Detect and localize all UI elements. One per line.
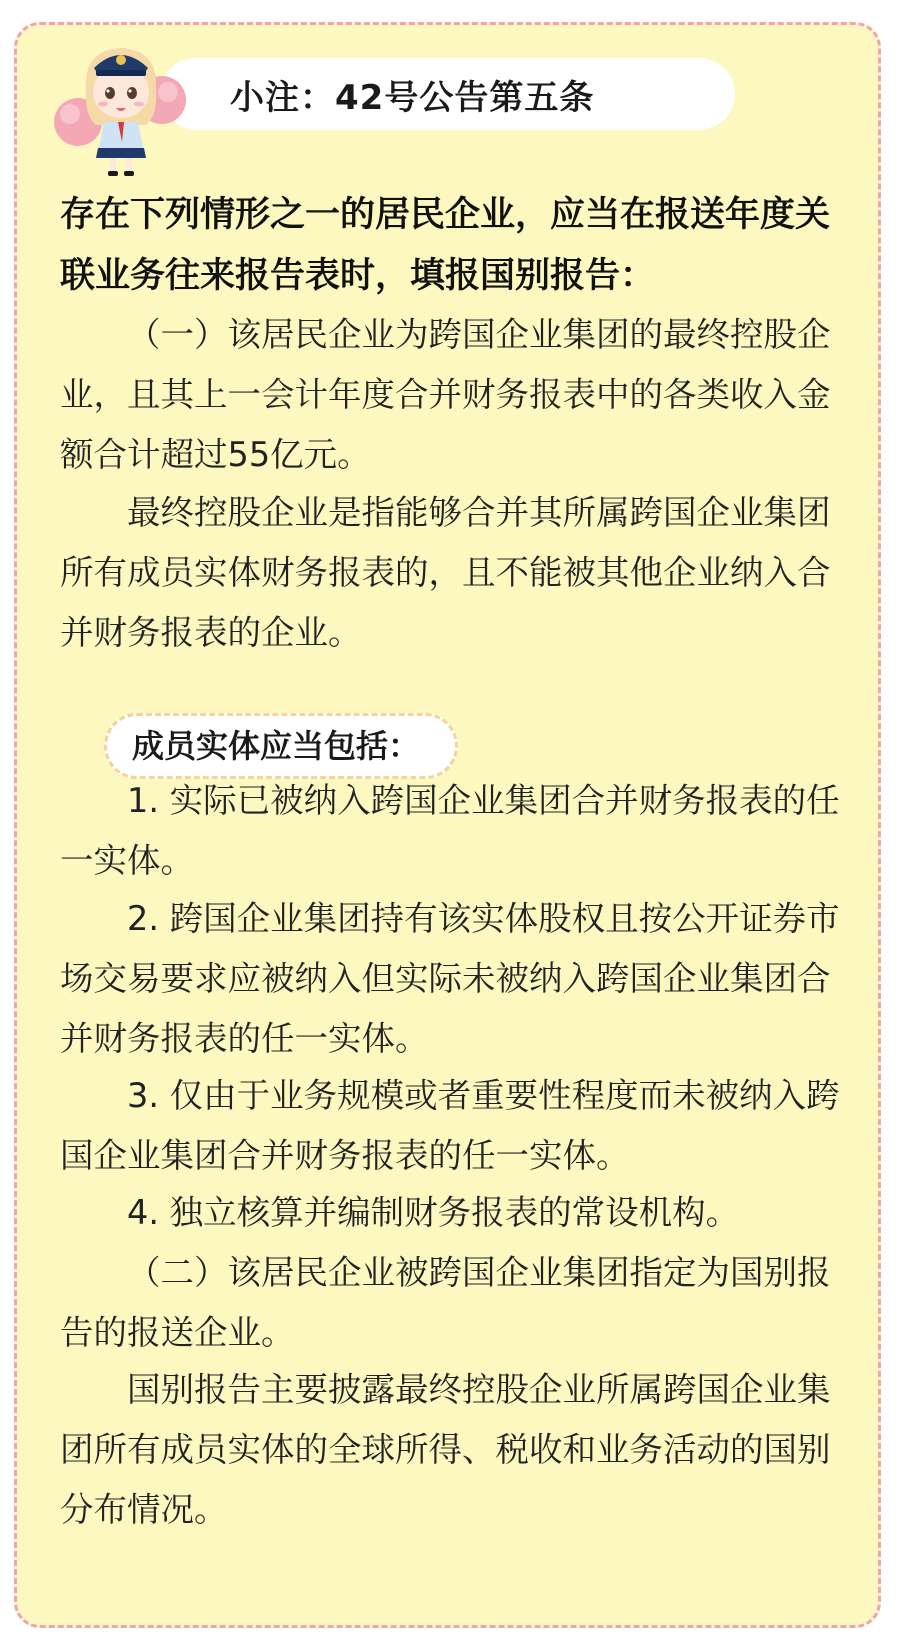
intro-paragraph: 存在下列情形之一的居民企业，应当在报送年度关联业务往来报告表时，填报国别报告：: [60, 195, 831, 296]
subheading: 成员实体应当包括：: [132, 727, 421, 765]
paragraph-4: 国别报告主要披露最终控股企业所属跨国企业集团所有成员实体的全球所得、税收和业务活动的国别分布情况。: [60, 1370, 831, 1529]
paragraph-2: 最终控股企业是指能够合并其所属跨国企业集团所有成员实体财务报表的，且不能被其他企业纳入合并财务报表的企业。: [60, 493, 831, 652]
list-item-1: 1. 实际已被纳入跨国企业集团合并财务报表的任一实体。: [60, 781, 840, 880]
mascot-icon: [46, 30, 196, 180]
list-item-3: 3. 仅由于业务规模或者重要性程度而未被纳入跨国企业集团合并财务报表的任一实体。: [60, 1076, 840, 1175]
list-item-2: 2. 跨国企业集团持有该实体股权且按公开证券市场交易要求应被纳入但实际未被纳入跨国企业集团合并财务报表的任一实体。: [60, 899, 840, 1058]
page-title: 小注：42号公告第五条: [230, 78, 595, 118]
list-item-4: 4. 独立核算并编制财务报表的常设机构。: [127, 1193, 740, 1232]
paragraph-3: （二）该居民企业被跨国企业集团指定为国别报告的报送企业。: [60, 1253, 831, 1352]
paragraph-1: （一）该居民企业为跨国企业集团的最终控股企业，且其上一会计年度合并财务报表中的各类收入金额合计超过55亿元。: [60, 315, 831, 474]
